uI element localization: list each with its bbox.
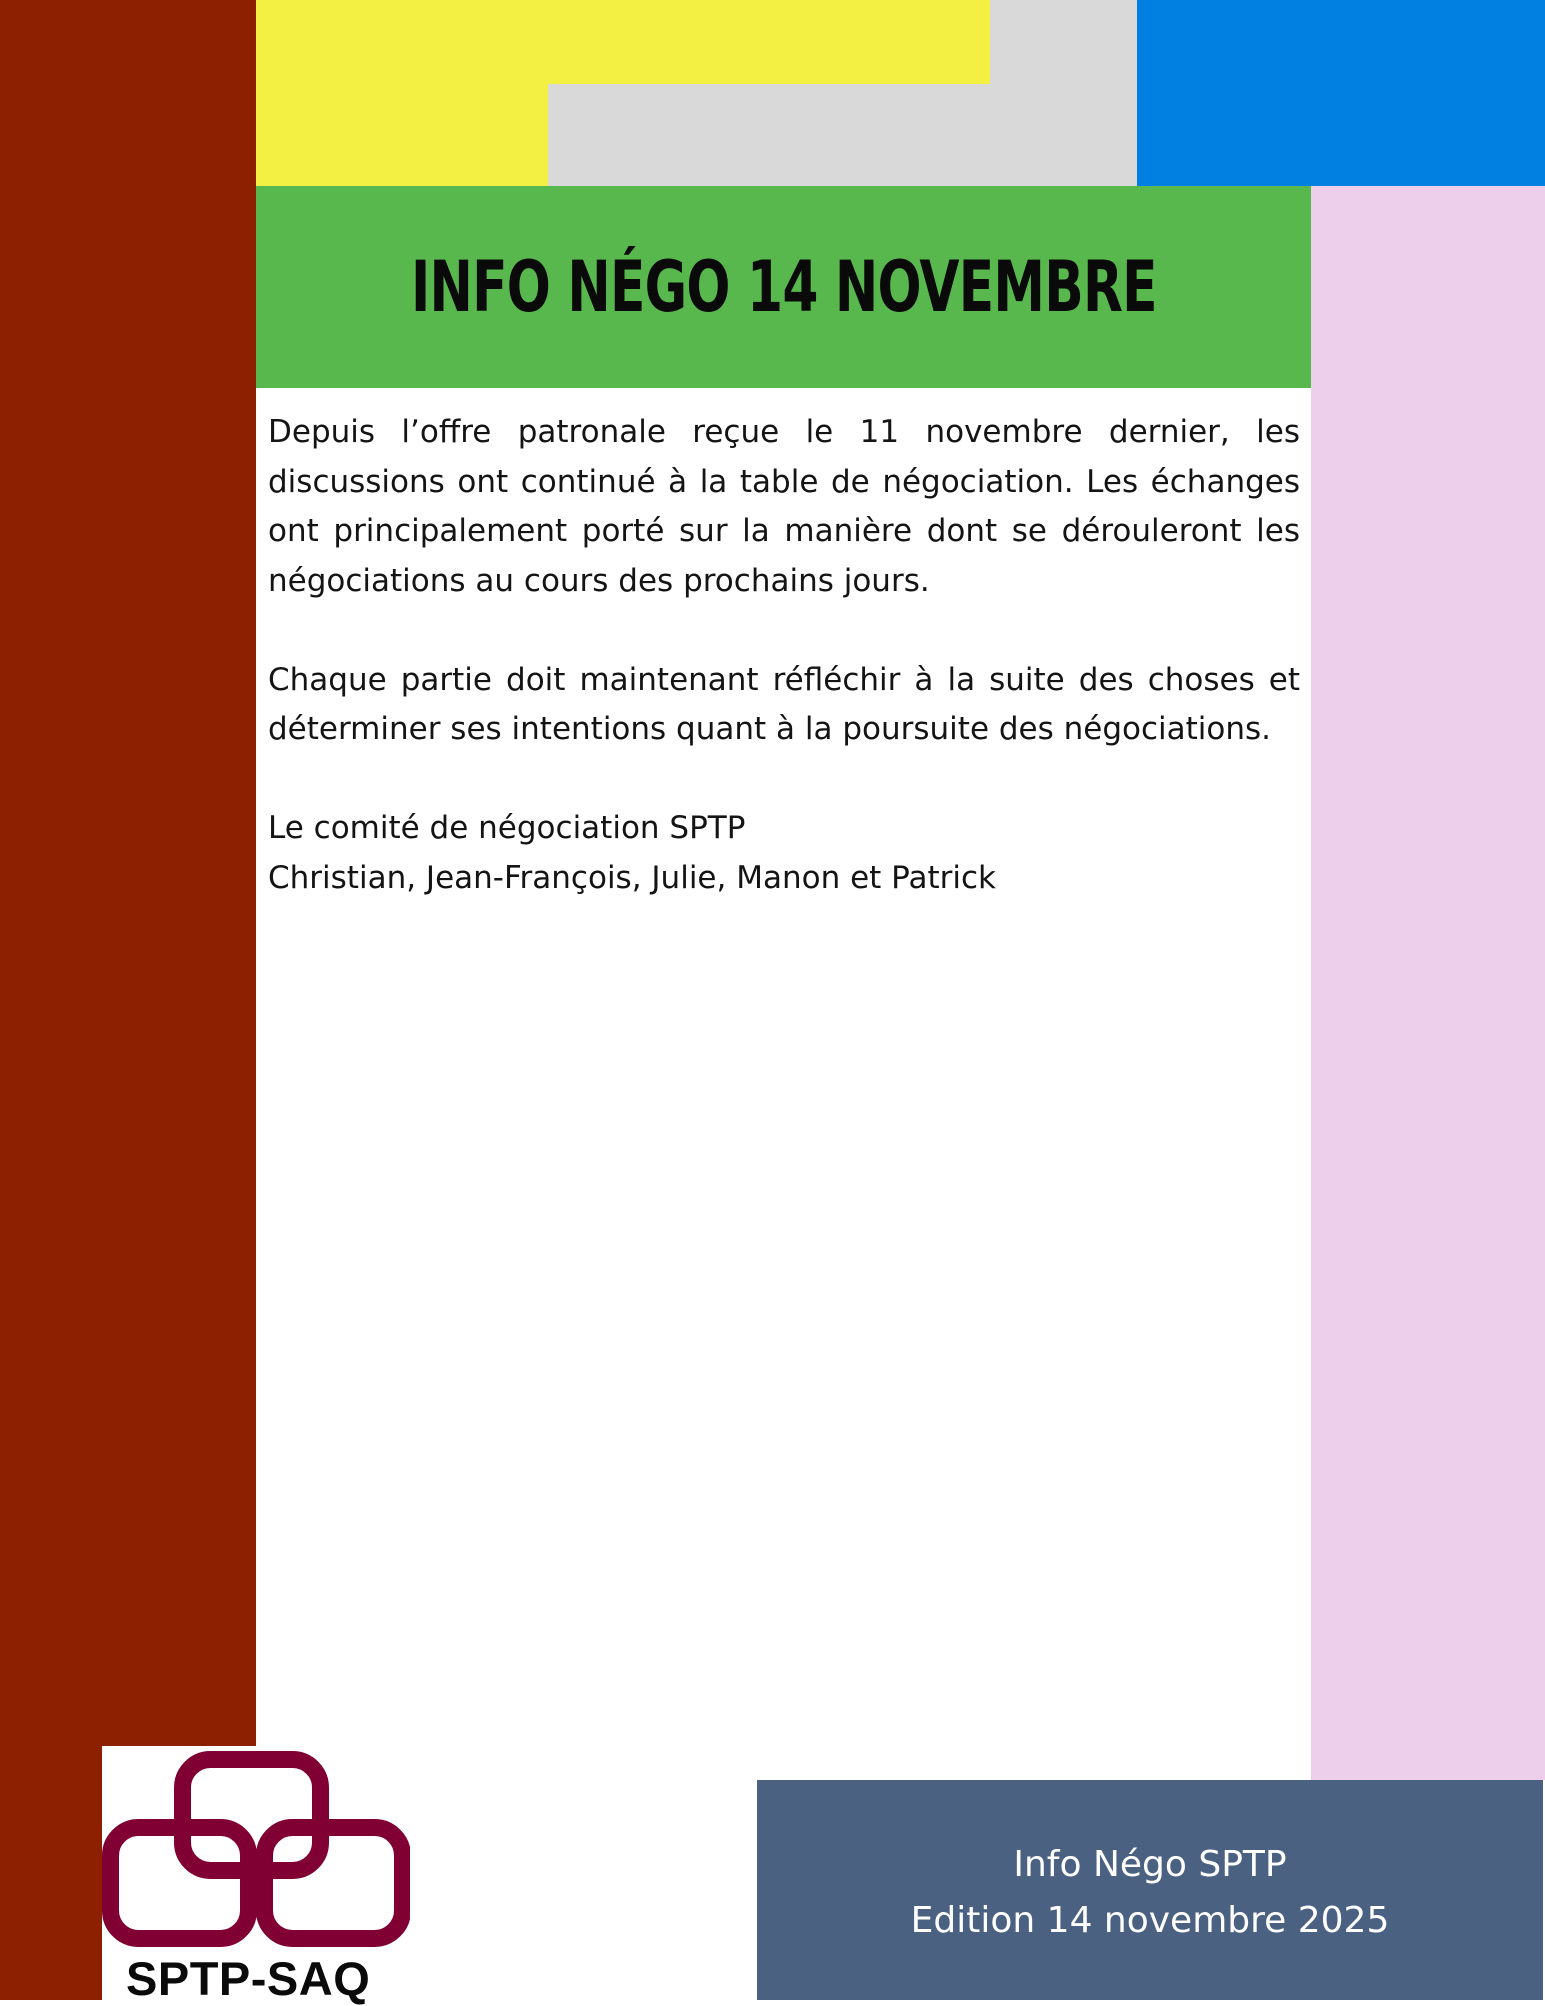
sptp-saq-logo <box>102 1746 410 2005</box>
footer-publication-name: Info Négo SPTP <box>1013 1844 1287 1885</box>
title-banner <box>256 186 1311 388</box>
logo-text: SPTP-SAQ <box>126 1952 371 2005</box>
gray-color-block-top <box>990 0 1137 84</box>
signature-line-committee: Le comité de négociation SPTP <box>268 810 746 846</box>
page-title: INFO NÉGO 14 NOVEMBRE <box>410 246 1157 328</box>
paragraph-2: Chaque partie doit maintenant réfléchir à la suite des choses et déterminer ses intentions quant à la poursuite des négociations. <box>268 661 1300 747</box>
paragraph-1: Depuis l’offre patronale reçue le 11 novembre dernier, les discussions ont continué à la table de négociation. Les échanges ont principalement porté sur la manière dont se dérouleront les négociations au cours des prochains jours. <box>268 414 1300 599</box>
gray-color-block <box>548 84 1137 188</box>
left-color-band <box>0 0 256 2000</box>
article-body <box>268 408 1300 903</box>
footer-edition-date: Edition 14 novembre 2025 <box>910 1900 1390 1941</box>
edition-footer <box>757 1780 1543 2000</box>
pink-color-band <box>1311 186 1545 1780</box>
signature-line-names: Christian, Jean-François, Julie, Manon et Patrick <box>268 859 996 896</box>
blue-color-block <box>1137 0 1545 186</box>
